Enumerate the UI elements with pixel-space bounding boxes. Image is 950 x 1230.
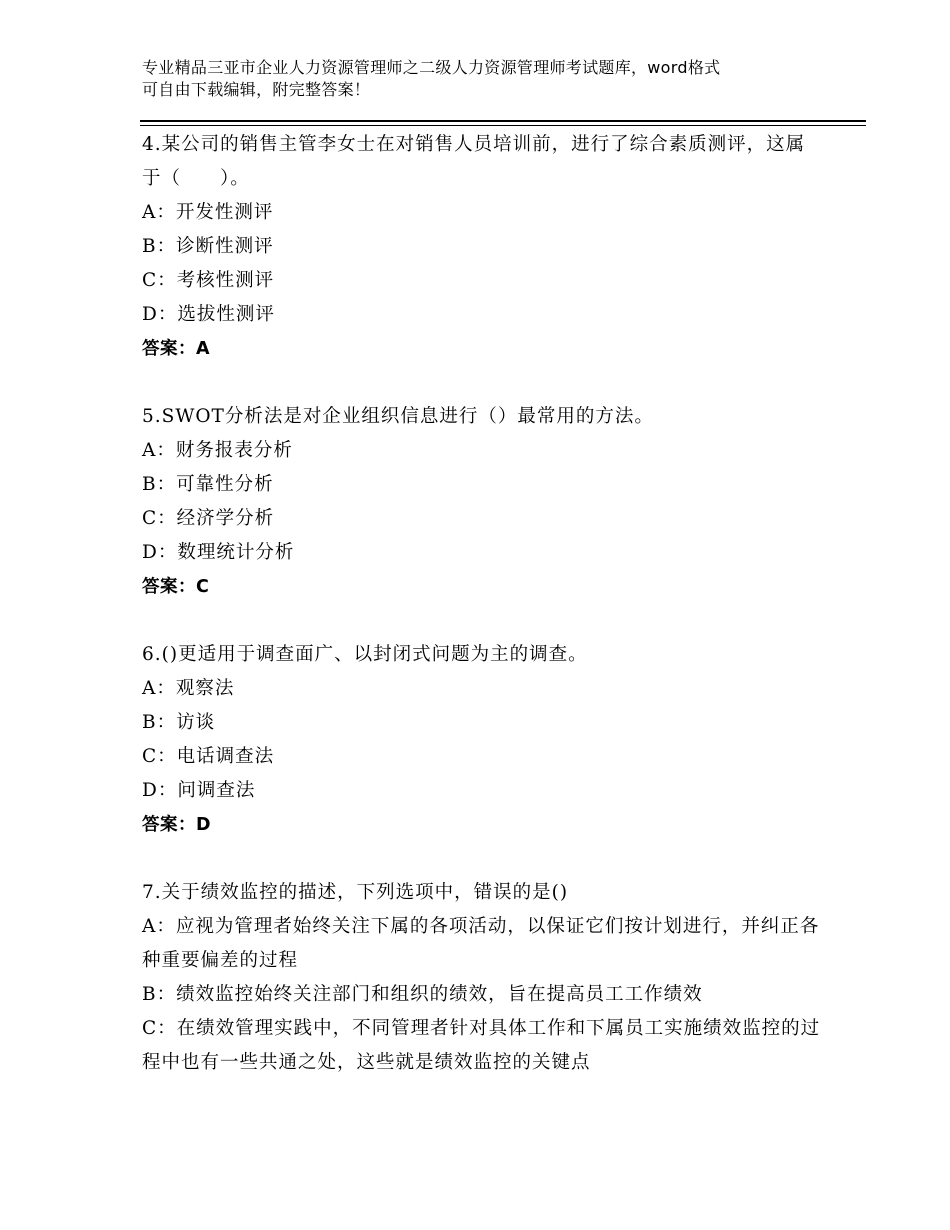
answer: 答案：C [142, 577, 210, 597]
option-a: A：观察法 [142, 678, 235, 699]
header-line-1: 专业精品三亚市企业人力资源管理师之二级人力资源管理师考试题库，word格式 [142, 58, 721, 77]
question-6 [142, 638, 822, 842]
option-a: A：应视为管理者始终关注下属的各项活动，以保证它们按计划进行，并纠正各种重要偏差的过程 [142, 916, 820, 971]
option-c: C：在绩效管理实践中，不同管理者针对具体工作和下属员工实施绩效监控的过程中也有一些共通之处，这些就是绩效监控的关键点 [142, 1018, 821, 1073]
question-text: 4.某公司的销售主管李女士在对销售人员培训前，进行了综合素质测评，这属于（ ）。 [142, 134, 806, 189]
question-text: 6.()更适用于调查面广、以封闭式问题为主的调查。 [142, 644, 588, 665]
header-divider-thick [140, 120, 866, 122]
option-b: B：诊断性测评 [142, 236, 274, 257]
question-text: 5.SWOT分析法是对企业组织信息进行（）最常用的方法。 [142, 406, 654, 427]
answer: 答案：A [142, 339, 211, 359]
option-c: C：经济学分析 [142, 508, 275, 529]
option-d: D：数理统计分析 [142, 542, 295, 563]
question-7 [142, 876, 822, 1080]
document-header [142, 57, 822, 101]
option-d: D：选拔性测评 [142, 304, 275, 325]
question-5 [142, 400, 822, 604]
option-c: C：考核性测评 [142, 270, 275, 291]
question-4 [142, 128, 822, 366]
option-b: B：绩效监控始终关注部门和组织的绩效，旨在提高员工工作绩效 [142, 984, 703, 1005]
question-list [142, 128, 822, 1080]
answer: 答案：D [142, 815, 212, 835]
question-text: 7.关于绩效监控的描述，下列选项中，错误的是() [142, 882, 569, 903]
header-line-2: 可自由下载编辑，附完整答案！ [142, 80, 371, 99]
header-divider-thin [140, 125, 866, 126]
option-a: A：财务报表分析 [142, 440, 293, 461]
option-b: B：可靠性分析 [142, 474, 274, 495]
option-c: C：电话调查法 [142, 746, 275, 767]
question-spacer [142, 842, 822, 876]
question-spacer [142, 366, 822, 400]
option-a: A：开发性测评 [142, 202, 274, 223]
question-spacer [142, 604, 822, 638]
option-b: B：访谈 [142, 712, 216, 733]
option-d: D：问调查法 [142, 780, 256, 801]
